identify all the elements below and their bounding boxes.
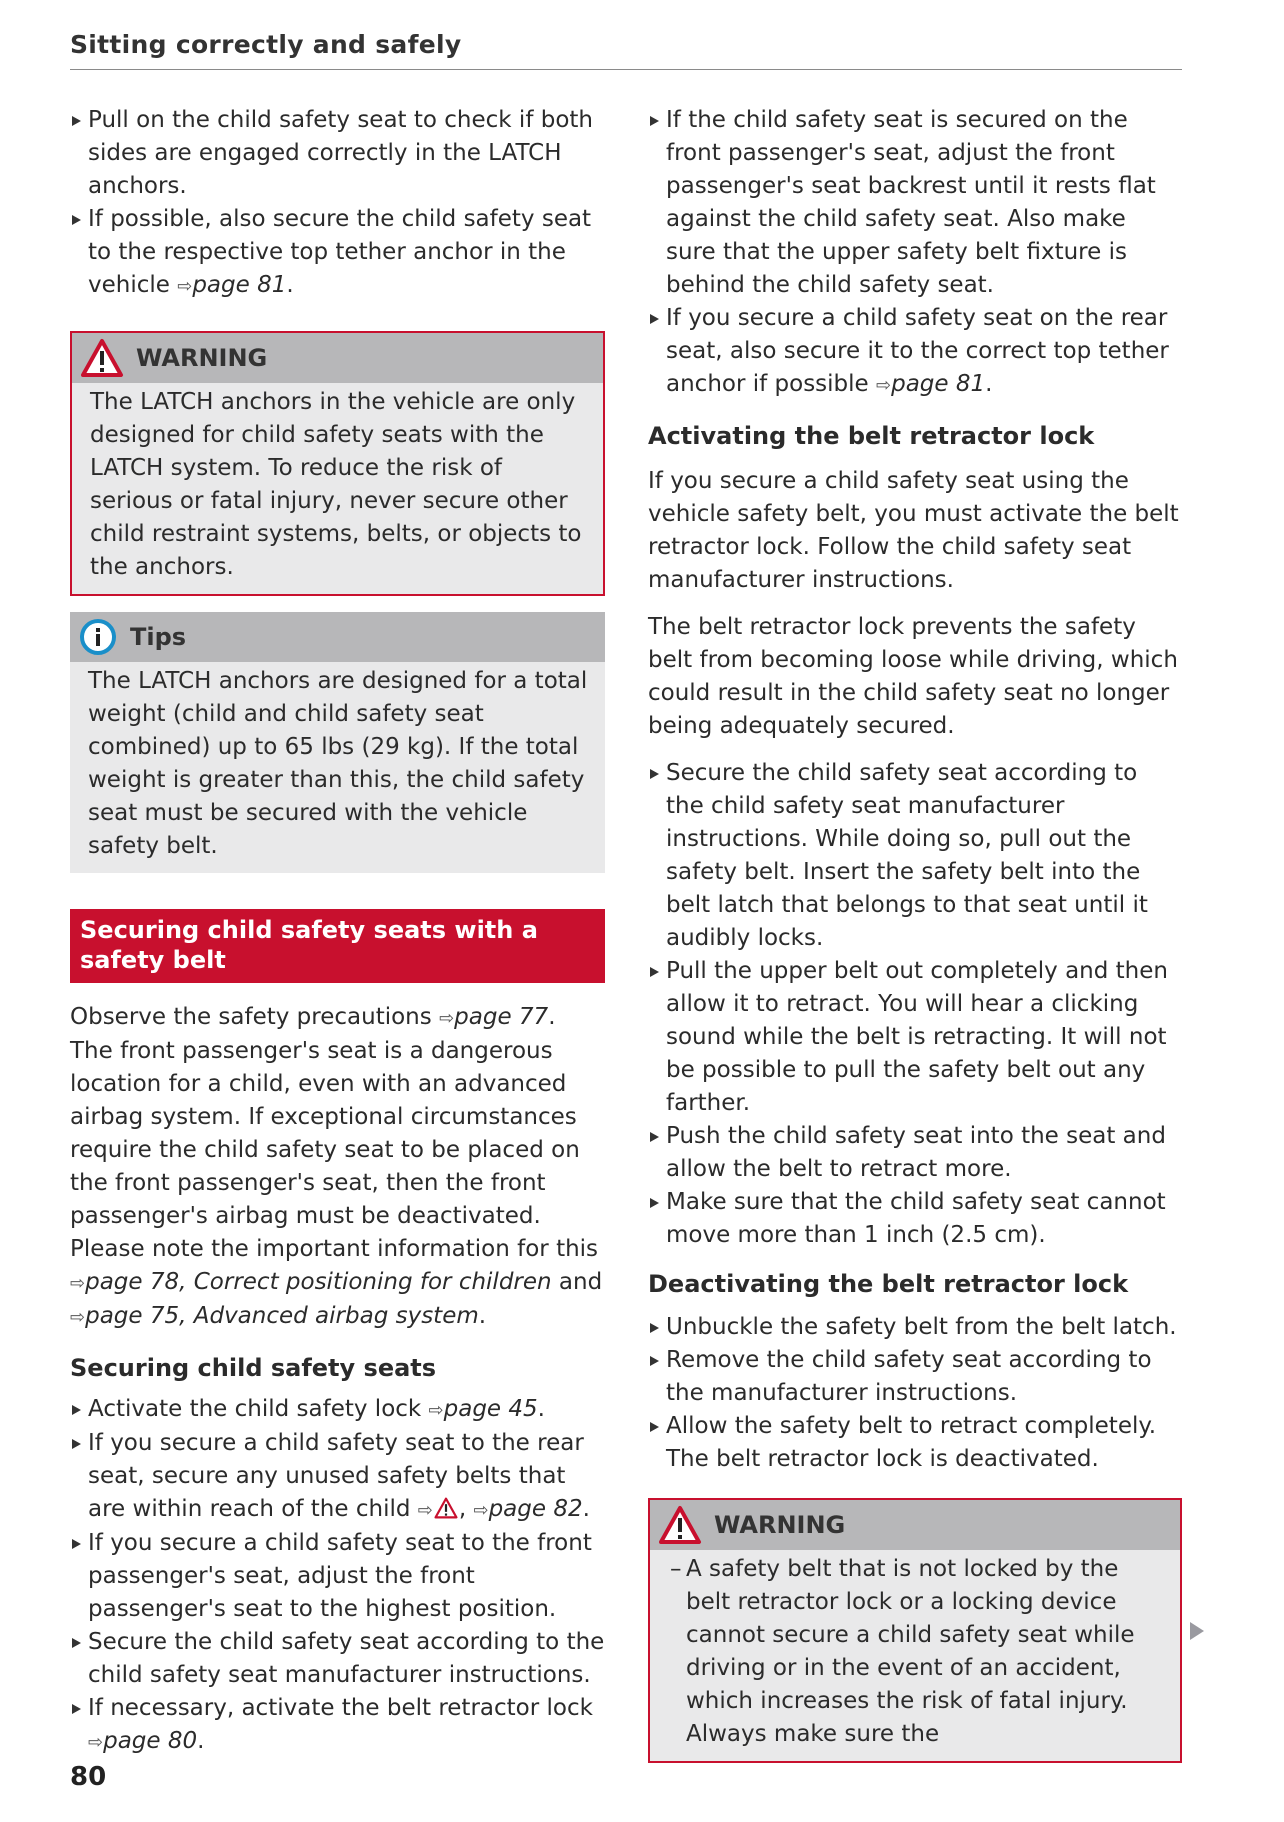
list-item: If necessary, activate the belt retractor lock ⇨page 80. — [70, 1692, 605, 1759]
tips-title: Tips — [130, 622, 187, 651]
warning-triangle-icon — [80, 338, 124, 378]
list-item: If you secure a child safety seat to the front passenger's seat, adjust the front passenger's seat to the highest position. — [70, 1527, 605, 1626]
list-item: Pull on the child safety seat to check if both sides are engaged correctly in the LATCH anchors. — [70, 104, 605, 203]
page-ref-link[interactable]: ⇨page 78, Correct positioning for children — [70, 1269, 552, 1295]
page-header: Sitting correctly and safely — [70, 30, 1182, 70]
warning-triangle-icon — [658, 1505, 702, 1545]
page-ref-link[interactable]: ⇨page 75, Advanced airbag system — [70, 1303, 479, 1329]
warning-title: WARNING — [136, 343, 268, 372]
warning-box — [70, 331, 605, 596]
list-item: Activate the child safety lock ⇨page 45. — [70, 1393, 605, 1427]
subheading: Deactivating the belt retractor lock — [648, 1270, 1129, 1298]
warning-text — [650, 1550, 1180, 1761]
paragraph: The belt retractor lock prevents the safety belt from becoming loose while driving, which could result in the child safety seat no longer being adequately secured. — [648, 614, 1178, 739]
page-ref-link[interactable]: ⇨page 81 — [876, 371, 986, 397]
page-number: 80 — [70, 1762, 107, 1792]
page-ref-link[interactable]: ⇨page 81 — [177, 272, 287, 298]
warning-text: The LATCH anchors in the vehicle are only designed for child safety seats with the LATCH system. To reduce the risk of serious or fatal injury, never secure other child restraint systems, belts, or objects to the anchors. — [90, 389, 582, 580]
page-ref-link[interactable]: ⇨page 77 — [439, 1004, 549, 1030]
list-item: If the child safety seat is secured on the front passenger's seat, adjust the front passenger's seat backrest until it rests flat against the child safety seat. Also make sure that the upper safety belt fixture is behind the child safety seat. — [648, 104, 1182, 302]
list-item: Make sure that the child safety seat cannot move more than 1 inch (2.5 cm). — [648, 1186, 1182, 1252]
list-item: If possible, also secure the child safety seat to the respective top tether anchor in the vehicle ⇨page 81. — [70, 203, 605, 303]
page-ref-link[interactable]: ⇨page 80 — [88, 1728, 198, 1754]
list-item: Allow the safety belt to retract completely. The belt retractor lock is deactivated. — [648, 1410, 1182, 1476]
warning-list-item: – A safety belt that is not locked by the belt retractor lock or a locking device cannot secure a child safety seat while driving or in the event of an accident, which increases the risk of fatal injury. Always make sure the — [668, 1553, 1166, 1751]
subheading: Activating the belt retractor lock — [648, 422, 1095, 450]
page-ref-link[interactable]: ⇨page 82 — [473, 1496, 583, 1522]
left-column — [70, 104, 605, 1759]
list-item: Remove the child safety seat according to the manufacturer instructions. — [648, 1344, 1182, 1410]
tips-header — [70, 612, 605, 662]
info-circle-icon — [78, 617, 118, 657]
intro-paragraph: Observe the safety precautions ⇨page 77. The front passenger's seat is a dangerous location for a child, even with an advanced airbag system. If exceptional circumstances require the child safety seat to be placed on the front passenger's seat, then the front passenger's airbag must be deactivated. Please note the important information for this ⇨page 78, Correct positioning for children and ⇨page 75, Advanced airbag system. — [70, 1004, 603, 1329]
page-ref-link[interactable]: ⇨page 45 — [428, 1396, 538, 1422]
warning-header — [650, 1500, 1180, 1550]
list-item: If you secure a child safety seat on the rear seat, also secure it to the correct top tether anchor if possible ⇨page 81. — [648, 302, 1182, 402]
warning-box — [648, 1498, 1182, 1763]
right-column — [648, 104, 1182, 1763]
warning-title: WARNING — [714, 1510, 846, 1539]
paragraph: If you secure a child safety seat using the vehicle safety belt, you must activate the belt retractor lock. Follow the child safety seat manufacturer instructions. — [648, 468, 1179, 593]
continue-arrow-icon[interactable] — [1190, 1622, 1204, 1640]
list-item: Secure the child safety seat according to the child safety seat manufacturer instructions. — [70, 1626, 605, 1692]
tips-box — [70, 612, 605, 873]
list-item: Pull the upper belt out completely and then allow it to retract. You will hear a clicking sound while the belt is retracting. It will not be possible to pull the safety belt out any farther. — [648, 955, 1182, 1120]
section-title: Securing child safety seats with a safety belt — [70, 909, 605, 983]
list-item: Push the child safety seat into the seat and allow the belt to retract more. — [648, 1120, 1182, 1186]
tips-text: The LATCH anchors are designed for a total weight (child and child safety seat combined) up to 65 lbs (29 kg). If the total weight is greater than this, the child safety seat must be secured with the vehicle safety belt. — [88, 668, 588, 859]
warning-header — [72, 333, 603, 383]
subheading: Securing child safety seats — [70, 1354, 437, 1382]
list-item: Unbuckle the safety belt from the belt latch. — [648, 1311, 1182, 1344]
warning-triangle-icon[interactable] — [433, 1497, 459, 1519]
list-item: If you secure a child safety seat to the rear seat, secure any unused safety belts that are within reach of the child ⇨ , ⇨page 82. — [70, 1427, 605, 1527]
list-item: Secure the child safety seat according to the child safety seat manufacturer instructions. While doing so, pull out the safety belt. Insert the safety belt into the belt latch that belongs to that seat until it audibly locks. — [648, 757, 1182, 955]
